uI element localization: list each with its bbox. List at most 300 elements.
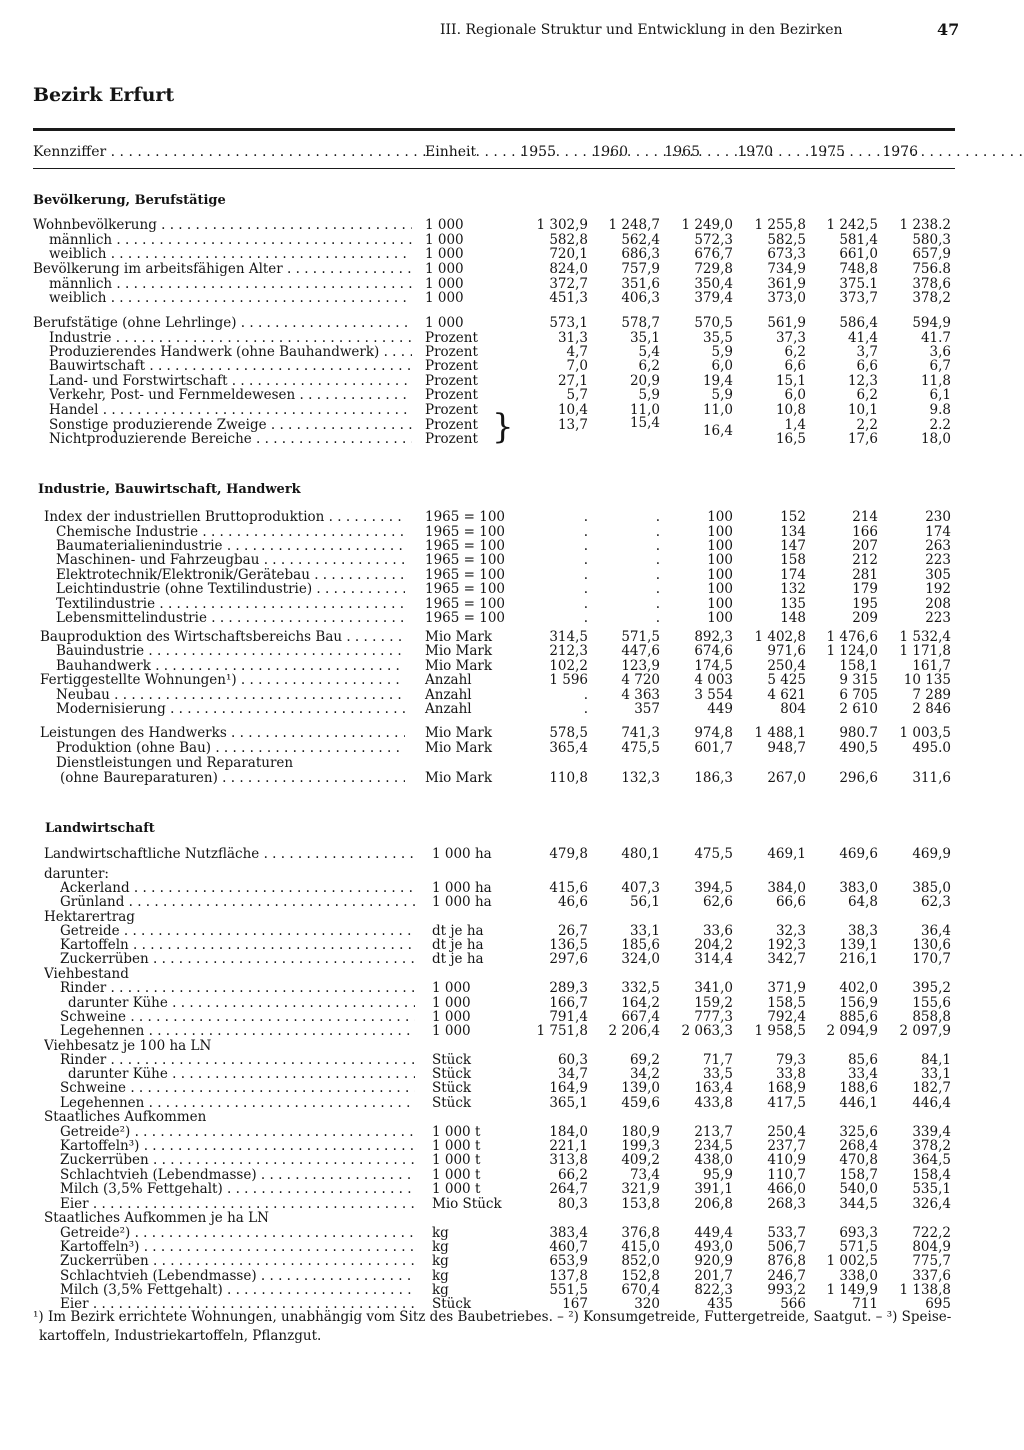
cell-value: 1 002,5 — [826, 1253, 878, 1269]
cell-value: 16,4 — [702, 423, 733, 439]
cell-value: 383,0 — [839, 880, 878, 896]
cell-value: 223 — [925, 552, 951, 568]
row-label: darunter Kühe . . . — [68, 1067, 415, 1082]
cell-value: 1 138,8 — [899, 1282, 951, 1298]
cell-value: 1 149,9 — [826, 1282, 878, 1298]
table-row — [0, 895, 1024, 910]
cell-value: 10,4 — [557, 402, 588, 418]
cell-value: 234,5 — [694, 1138, 733, 1154]
row-label: Bauhandwerk . . . — [56, 659, 405, 674]
row-unit: 1 000 ha — [432, 894, 492, 910]
row-label: Zuckerrüben . . . — [60, 952, 415, 967]
row-label: Handel . . . — [49, 403, 412, 418]
row-unit: 1965 = 100 — [425, 524, 506, 540]
cell-value: 84,1 — [920, 1052, 951, 1068]
cell-value: 540,0 — [839, 1181, 878, 1197]
cell-value: 139,1 — [839, 937, 878, 953]
cell-value: 686,3 — [621, 246, 660, 262]
cell-value: 2 610 — [839, 701, 878, 717]
cell-value: 207 — [852, 538, 878, 554]
cell-value: 490,5 — [839, 740, 878, 756]
row-label: Getreide²) . . . — [60, 1226, 415, 1241]
row-unit: 1 000 — [425, 315, 464, 331]
cell-value: 180,9 — [621, 1124, 660, 1140]
row-unit: kg — [432, 1225, 449, 1241]
cell-value: 221,1 — [549, 1138, 588, 1154]
cell-value: 394,5 — [694, 880, 733, 896]
cell-value: . — [583, 687, 588, 703]
cell-value: 475,5 — [621, 740, 660, 756]
cell-value: 4 720 — [621, 672, 660, 688]
cell-value: 480,1 — [621, 846, 660, 862]
cell-value: . — [583, 610, 588, 626]
cell-value: 580,3 — [912, 232, 951, 248]
row-unit: Mio Mark — [425, 658, 493, 674]
row-unit: Prozent — [425, 431, 478, 447]
cell-value: . — [583, 509, 588, 525]
cell-value: 792,4 — [767, 1009, 806, 1025]
cell-value: 147 — [780, 538, 806, 554]
cell-value: 948,7 — [767, 740, 806, 756]
cell-value: 980.7 — [839, 725, 878, 741]
row-unit: kg — [432, 1282, 449, 1298]
footnote-line: kartoffeln, Industriekartoffeln, Pflanzgut. — [39, 1328, 322, 1344]
row-label: Legehennen . . . — [60, 1024, 415, 1039]
table-row — [0, 316, 1024, 331]
table-row — [0, 359, 1024, 374]
cell-value: 6,6 — [856, 358, 878, 374]
row-unit: 1 000 t — [432, 1167, 481, 1183]
cell-value: 174,5 — [694, 658, 733, 674]
cell-value: 267,0 — [767, 770, 806, 786]
cell-value: 1 249,0 — [681, 217, 733, 233]
cell-value: 533,7 — [767, 1225, 806, 1241]
row-unit: Anzahl — [425, 687, 472, 703]
row-label: Staatliches Aufkommen je ha LN — [44, 1211, 269, 1226]
cell-value: 892,3 — [694, 629, 733, 645]
cell-value: 100 — [707, 509, 733, 525]
cell-value: 383,4 — [549, 1225, 588, 1241]
row-unit: Stück — [432, 1066, 472, 1082]
cell-value: 1 248,7 — [608, 217, 660, 233]
cell-value: 438,0 — [694, 1152, 733, 1168]
cell-value: 409,2 — [621, 1152, 660, 1168]
cell-value: 35,5 — [702, 330, 733, 346]
cell-value: 11,8 — [920, 373, 951, 389]
cell-value: 135 — [780, 596, 806, 612]
cell-value: 6,6 — [784, 358, 806, 374]
row-unit: 1965 = 100 — [425, 610, 506, 626]
cell-value: 110,7 — [767, 1167, 806, 1183]
row-label: Staatliches Aufkommen — [44, 1110, 207, 1125]
cell-value: 33,1 — [629, 923, 660, 939]
cell-value: 158,5 — [767, 995, 806, 1011]
cell-value: 148 — [780, 610, 806, 626]
cell-value: 204,2 — [694, 937, 733, 953]
cell-value: 33,4 — [847, 1066, 878, 1082]
cell-value: 41,4 — [847, 330, 878, 346]
cell-value: 561,9 — [767, 315, 806, 331]
cell-value: 10,1 — [847, 402, 878, 418]
table-row — [0, 1211, 1024, 1226]
cell-value: 876,8 — [767, 1253, 806, 1269]
cell-value: 174 — [925, 524, 951, 540]
cell-value: 19,4 — [702, 373, 733, 389]
table-row — [0, 1254, 1024, 1269]
cell-value: 71,7 — [702, 1052, 733, 1068]
row-label: Milch (3,5% Fettgehalt) . . . — [60, 1283, 415, 1298]
cell-value: 378,2 — [912, 290, 951, 306]
cell-value: . — [655, 567, 660, 583]
row-label: Elektrotechnik/Elektronik/Gerätebau . . . — [56, 568, 405, 583]
cell-value: 332,5 — [621, 980, 660, 996]
row-label: Produzierendes Handwerk (ohne Bauhandwerk) . . . — [49, 345, 412, 360]
cell-value: 469,6 — [839, 846, 878, 862]
cell-value: 26,7 — [557, 923, 588, 939]
cell-value: 6,2 — [856, 387, 878, 403]
row-unit: Prozent — [425, 417, 478, 433]
row-label: Sonstige produzierende Zweige . . . — [49, 418, 412, 433]
cell-value: 373,0 — [767, 290, 806, 306]
cell-value: 402,0 — [839, 980, 878, 996]
cell-value: 9.8 — [929, 402, 951, 418]
cell-value: 16,5 — [775, 431, 806, 447]
cell-value: 667,4 — [621, 1009, 660, 1025]
cell-value: 161,7 — [912, 658, 951, 674]
cell-value: 158 — [780, 552, 806, 568]
cell-value: 971,6 — [767, 643, 806, 659]
cell-value: 64,8 — [847, 894, 878, 910]
cell-value: . — [583, 524, 588, 540]
row-unit: Mio Mark — [425, 740, 493, 756]
row-unit: 1 000 — [425, 290, 464, 306]
row-unit: Prozent — [425, 344, 478, 360]
cell-value: 578,5 — [549, 725, 588, 741]
cell-value: 449 — [707, 701, 733, 717]
cell-value: 748,8 — [839, 261, 878, 277]
cell-value: 18,0 — [920, 431, 951, 447]
cell-value: 192,3 — [767, 937, 806, 953]
cell-value: 674,6 — [694, 643, 733, 659]
row-unit: 1 000 t — [432, 1152, 481, 1168]
cell-value: 385,0 — [912, 880, 951, 896]
cell-value: 676,7 — [694, 246, 733, 262]
cell-value: 69,2 — [629, 1052, 660, 1068]
cell-value: 139,0 — [621, 1080, 660, 1096]
row-unit: Anzahl — [425, 672, 472, 688]
cell-value: 123,9 — [621, 658, 660, 674]
cell-value: 213,7 — [694, 1124, 733, 1140]
cell-value: 822,3 — [694, 1282, 733, 1298]
row-unit: 1 000 — [425, 232, 464, 248]
cell-value: 305 — [925, 567, 951, 583]
cell-value: 250,4 — [767, 1124, 806, 1140]
cell-value: 208 — [925, 596, 951, 612]
table-row — [0, 981, 1024, 996]
cell-value: 3,6 — [929, 344, 951, 360]
cell-value: 102,2 — [549, 658, 588, 674]
cell-value: 268,4 — [839, 1138, 878, 1154]
cell-value: 391,1 — [694, 1181, 733, 1197]
cell-value: . — [655, 581, 660, 597]
cell-value: 804 — [780, 701, 806, 717]
cell-value: . — [583, 538, 588, 554]
cell-value: 734,9 — [767, 261, 806, 277]
row-label: (ohne Baureparaturen) . . . — [60, 771, 405, 786]
row-label: darunter: — [44, 867, 109, 882]
cell-value: 62,3 — [920, 894, 951, 910]
column-header-unit: Einheit — [425, 144, 477, 160]
cell-value: 791,4 — [549, 1009, 588, 1025]
cell-value: 326,4 — [912, 1196, 951, 1212]
row-label: Bauindustrie . . . — [56, 644, 405, 659]
cell-value: 858,8 — [912, 1009, 951, 1025]
cell-value: 33,8 — [775, 1066, 806, 1082]
row-label: Modernisierung . . . — [56, 702, 405, 717]
cell-value: 4,7 — [566, 344, 588, 360]
section-title: Landwirtschaft — [45, 821, 155, 836]
row-unit: Prozent — [425, 402, 478, 418]
cell-value: 9 315 — [839, 672, 878, 688]
cell-value: 1 476,6 — [826, 629, 878, 645]
cell-value: 661,0 — [839, 246, 878, 262]
table-row — [0, 673, 1024, 688]
row-label: Viehbestand — [44, 967, 129, 982]
cell-value: . — [583, 596, 588, 612]
row-label: weiblich . . . — [49, 291, 412, 306]
cell-value: 212 — [852, 552, 878, 568]
cell-value: 320 — [634, 1296, 660, 1312]
cell-value: 1 958,5 — [754, 1023, 806, 1039]
cell-value: 756.8 — [912, 261, 951, 277]
cell-value: 406,3 — [621, 290, 660, 306]
cell-value: 6,0 — [784, 387, 806, 403]
cell-value: 653,9 — [549, 1253, 588, 1269]
cell-value: . — [583, 701, 588, 717]
row-unit: Stück — [432, 1052, 472, 1068]
cell-value: 693,3 — [839, 1225, 878, 1241]
cell-value: 357 — [634, 701, 660, 717]
cell-value: 410,9 — [767, 1152, 806, 1168]
cell-value: 670,4 — [621, 1282, 660, 1298]
cell-value: 166 — [852, 524, 878, 540]
cell-value: 1 402,8 — [754, 629, 806, 645]
cell-value: 314,5 — [549, 629, 588, 645]
row-label: Zuckerrüben . . . — [60, 1153, 415, 1168]
table-row — [0, 952, 1024, 967]
table-row — [0, 510, 1024, 525]
table-row — [0, 611, 1024, 626]
cell-value: 4 003 — [694, 672, 733, 688]
cell-value: 179 — [852, 581, 878, 597]
cell-value: 407,3 — [621, 880, 660, 896]
row-label: Getreide²) . . . — [60, 1125, 415, 1140]
cell-value: 581,4 — [839, 232, 878, 248]
table-row — [0, 1024, 1024, 1039]
cell-value: 479,8 — [549, 846, 588, 862]
cell-value: 100 — [707, 567, 733, 583]
cell-value: 60,3 — [557, 1052, 588, 1068]
cell-value: 775,7 — [912, 1253, 951, 1269]
row-label: männlich . . . — [49, 277, 412, 292]
cell-value: 1 238.2 — [899, 217, 951, 233]
cell-value: 2 206,4 — [608, 1023, 660, 1039]
row-label: Schweine . . . — [60, 1010, 415, 1025]
cell-value: 206,8 — [694, 1196, 733, 1212]
row-label: Bevölkerung im arbeitsfähigen Alter . . . — [33, 262, 412, 277]
cell-value: 130,6 — [912, 937, 951, 953]
table-row — [0, 847, 1024, 862]
cell-value: 132,3 — [621, 770, 660, 786]
cell-value: 695 — [925, 1296, 951, 1312]
cell-value: 80,3 — [557, 1196, 588, 1212]
cell-value: 214 — [852, 509, 878, 525]
row-unit: 1 000 — [432, 980, 471, 996]
cell-value: 1 751,8 — [536, 1023, 588, 1039]
table-row — [0, 388, 1024, 403]
cell-value: 433,8 — [694, 1095, 733, 1111]
cell-value: 15,1 — [775, 373, 806, 389]
cell-value: 184,0 — [549, 1124, 588, 1140]
header-bottom-rule — [33, 168, 955, 169]
row-label: Maschinen- und Fahrzeugbau . . . — [56, 553, 405, 568]
cell-value: 100 — [707, 610, 733, 626]
row-label: Leichtindustrie (ohne Textilindustrie) . . . — [56, 582, 405, 597]
row-label: Kartoffeln³) . . . — [60, 1240, 415, 1255]
table-row — [0, 553, 1024, 568]
cell-value: 1,4 — [784, 417, 806, 433]
cell-value: 562,4 — [621, 232, 660, 248]
table-row — [0, 771, 1024, 786]
cell-value: 566 — [780, 1296, 806, 1312]
cell-value: 582,5 — [767, 232, 806, 248]
row-label: Verkehr, Post- und Fernmeldewesen . . . — [49, 388, 412, 403]
cell-value: 5,4 — [638, 344, 660, 360]
row-label: Kartoffeln³) . . . — [60, 1139, 415, 1154]
cell-value: 578,7 — [621, 315, 660, 331]
cell-value: 311,6 — [912, 770, 951, 786]
cell-value: 720,1 — [549, 246, 588, 262]
row-unit: kg — [432, 1253, 449, 1269]
cell-value: 212,3 — [549, 643, 588, 659]
cell-value: 378,6 — [912, 276, 951, 292]
cell-value: 33,1 — [920, 1066, 951, 1082]
cell-value: 657,9 — [912, 246, 951, 262]
cell-value: 2 846 — [912, 701, 951, 717]
row-label: weiblich . . . — [49, 247, 412, 262]
row-unit: dt je ha — [432, 937, 484, 953]
cell-value: 475,5 — [694, 846, 733, 862]
cell-value: 673,3 — [767, 246, 806, 262]
cell-value: 100 — [707, 538, 733, 554]
cell-value: 341,0 — [694, 980, 733, 996]
cell-value: 36,4 — [920, 923, 951, 939]
row-label: Land- und Forstwirtschaft . . . — [49, 374, 412, 389]
cell-value: 466,0 — [767, 1181, 806, 1197]
cell-value: 351,6 — [621, 276, 660, 292]
cell-value: 594,9 — [912, 315, 951, 331]
row-unit: Mio Mark — [425, 629, 493, 645]
cell-value: 446,4 — [912, 1095, 951, 1111]
cell-value: 365,4 — [549, 740, 588, 756]
cell-value: 185,6 — [621, 937, 660, 953]
cell-value: 95,9 — [702, 1167, 733, 1183]
cell-value: 38,3 — [847, 923, 878, 939]
table-row — [0, 644, 1024, 659]
column-header-year: 1955 — [520, 144, 556, 160]
table-row — [0, 741, 1024, 756]
cell-value: 493,0 — [694, 1239, 733, 1255]
column-header-year: 1976 — [882, 144, 918, 160]
district-title: Bezirk Erfurt — [33, 84, 175, 106]
cell-value: 757,9 — [621, 261, 660, 277]
cell-value: 156,9 — [839, 995, 878, 1011]
column-header-year: 1970 — [737, 144, 773, 160]
cell-value: 33,5 — [702, 1066, 733, 1082]
row-unit: 1965 = 100 — [425, 538, 506, 554]
row-unit: 1 000 t — [432, 1124, 481, 1140]
cell-value: 324,0 — [621, 951, 660, 967]
row-label: Grünland . . . — [60, 895, 415, 910]
cell-value: 7,0 — [566, 358, 588, 374]
section-title: Bevölkerung, Berufstätige — [33, 193, 226, 208]
cell-value: 10 135 — [903, 672, 951, 688]
cell-value: 974,8 — [694, 725, 733, 741]
cell-value: 263 — [925, 538, 951, 554]
cell-value: 344,5 — [839, 1196, 878, 1212]
row-label: Legehennen . . . — [60, 1096, 415, 1111]
cell-value: 342,7 — [767, 951, 806, 967]
row-unit: 1965 = 100 — [425, 581, 506, 597]
cell-value: . — [655, 524, 660, 540]
cell-value: 1 302,9 — [536, 217, 588, 233]
cell-value: 375.1 — [839, 276, 878, 292]
cell-value: 85,6 — [847, 1052, 878, 1068]
cell-value: 1 596 — [549, 672, 588, 688]
cell-value: . — [655, 596, 660, 612]
row-label: Schlachtvieh (Lebendmasse) . . . — [60, 1269, 415, 1284]
row-unit: dt je ha — [432, 951, 484, 967]
row-label: Eier . . . — [60, 1297, 415, 1312]
row-unit: 1965 = 100 — [425, 596, 506, 612]
table-row — [0, 726, 1024, 741]
cell-value: 1 124,0 — [826, 643, 878, 659]
cell-value: 885,6 — [839, 1009, 878, 1025]
cell-value: 601,7 — [694, 740, 733, 756]
cell-value: 46,6 — [557, 894, 588, 910]
cell-value: 2 097,9 — [899, 1023, 951, 1039]
cell-value: 582,8 — [549, 232, 588, 248]
cell-value: 711 — [852, 1296, 878, 1312]
row-unit: 1 000 — [425, 246, 464, 262]
row-label: Chemische Industrie . . . — [56, 525, 405, 540]
cell-value: 201,7 — [694, 1268, 733, 1284]
cell-value: 729,8 — [694, 261, 733, 277]
cell-value: 469,1 — [767, 846, 806, 862]
table-top-rule — [33, 128, 955, 131]
row-label: Schlachtvieh (Lebendmasse) . . . — [60, 1168, 415, 1183]
row-unit: 1 000 — [432, 995, 471, 1011]
cell-value: 371,9 — [767, 980, 806, 996]
column-header-year: 1965 — [664, 144, 700, 160]
cell-value: 195 — [852, 596, 878, 612]
cell-value: 378,2 — [912, 1138, 951, 1154]
cell-value: 132 — [780, 581, 806, 597]
cell-value: 32,3 — [775, 923, 806, 939]
row-label: männlich . . . — [49, 233, 412, 248]
cell-value: 777,3 — [694, 1009, 733, 1025]
cell-value: 722,2 — [912, 1225, 951, 1241]
